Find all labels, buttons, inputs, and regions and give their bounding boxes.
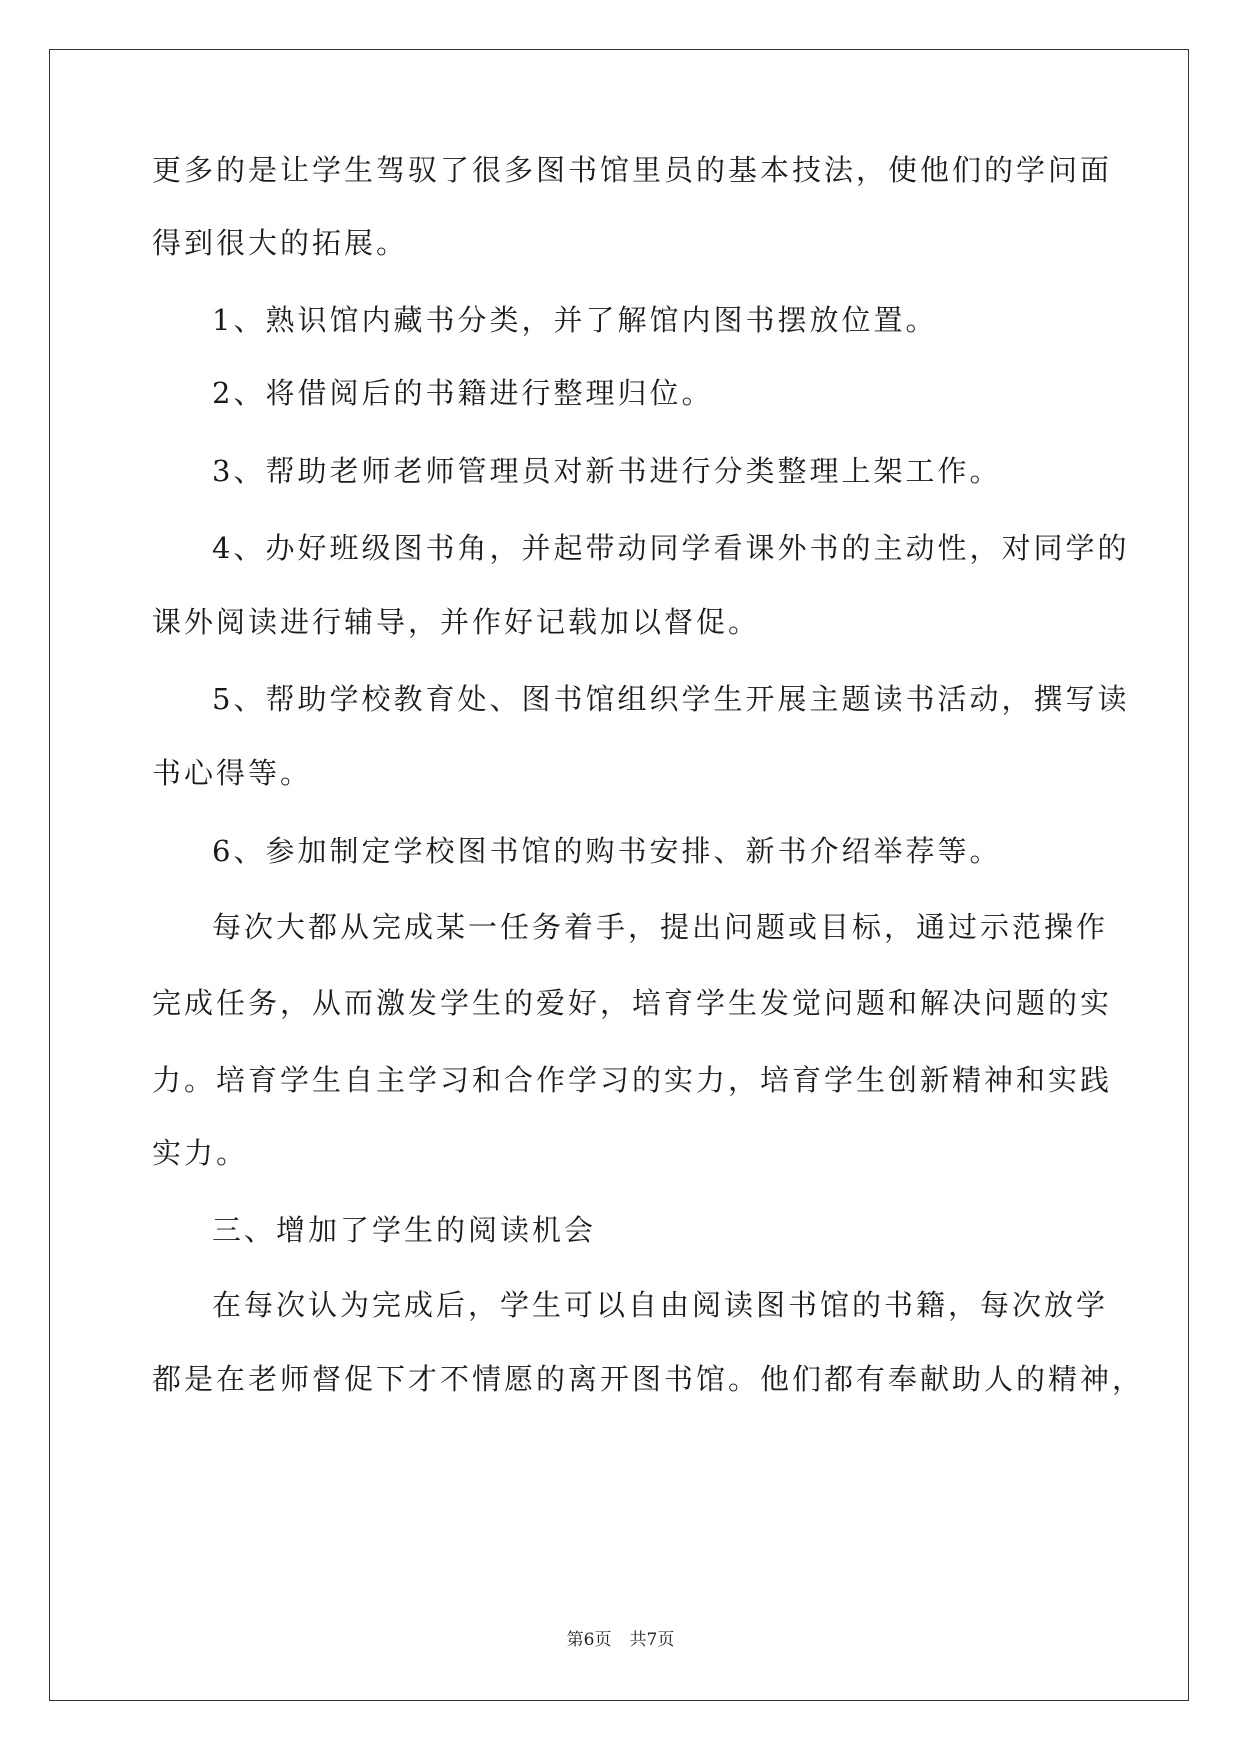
list-item-4-line-1: 4、办好班级图书角，并起带动同学看课外书的主动性，对同学的 — [212, 531, 1130, 565]
list-item-3: 3、帮助老师老师管理员对新书进行分类整理上架工作。 — [212, 454, 1002, 488]
list-item-4-line-2: 课外阅读进行辅导，并作好记载加以督促。 — [152, 605, 761, 639]
list-item-5-line-1: 5、帮助学校教育处、图书馆组织学生开展主题读书活动，撰写读 — [212, 682, 1130, 716]
page-border — [49, 49, 1189, 1701]
total-pages-label: 共7页 — [629, 1630, 675, 1650]
paragraph-line-1: 每次大都从完成某一任务着手，提出问题或目标，通过示范操作 — [212, 910, 1109, 944]
body-line-2: 得到很大的拓展。 — [152, 226, 409, 260]
list-item-5-line-2: 书心得等。 — [152, 756, 313, 790]
paragraph2-line-2: 都是在老师督促下才不情愿的离开图书馆。他们都有奉献助人的精神， — [152, 1362, 1145, 1396]
paragraph-line-3: 力。培育学生自主学习和合作学习的实力，培育学生创新精神和实践 — [152, 1063, 1113, 1097]
list-item-2: 2、将借阅后的书籍进行整理归位。 — [212, 376, 714, 410]
section-heading: 三、增加了学生的阅读机会 — [212, 1213, 597, 1247]
body-line-1: 更多的是让学生驾驭了很多图书馆里员的基本技法，使他们的学问面 — [152, 153, 1113, 187]
list-item-1: 1、熟识馆内藏书分类，并了解馆内图书摆放位置。 — [212, 303, 938, 337]
paragraph2-line-1: 在每次认为完成后，学生可以自由阅读图书馆的书籍，每次放学 — [212, 1288, 1109, 1322]
current-page-label: 第6页 — [566, 1630, 612, 1650]
list-item-6: 6、参加制定学校图书馆的购书安排、新书介绍举荐等。 — [212, 834, 1002, 868]
paragraph-line-2: 完成任务，从而激发学生的爱好，培育学生发觉问题和解决问题的实 — [152, 986, 1113, 1020]
page-footer — [0, 1629, 1241, 1651]
paragraph-line-4: 实力。 — [152, 1136, 249, 1170]
